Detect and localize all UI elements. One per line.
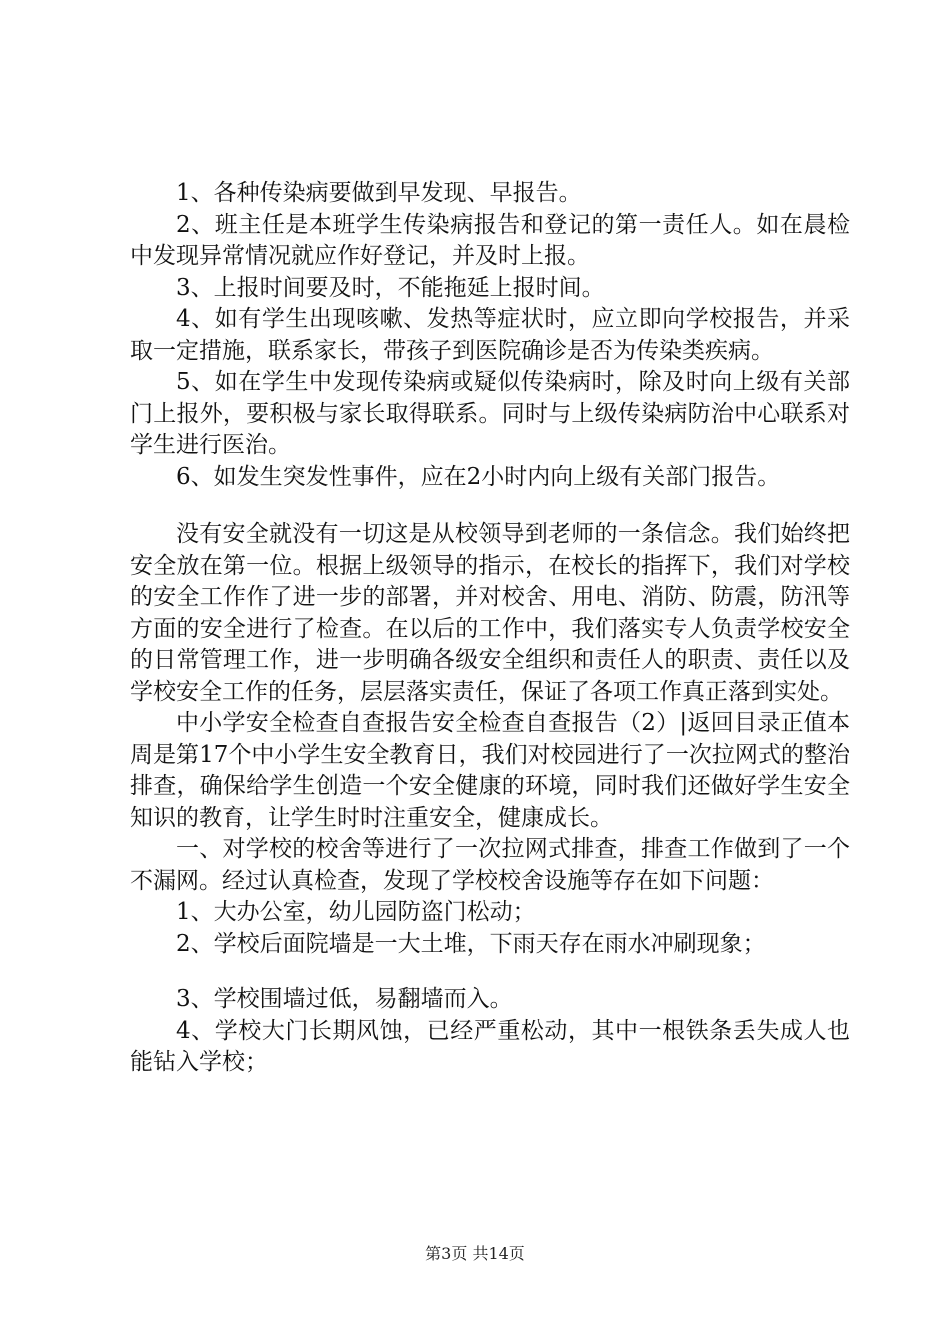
paragraph: 4、如有学生出现咳嗽、发热等症状时，应立即向学校报告，并采取一定措施，联系家长，带孩子到医院确诊是否为传染类疾病。 [130, 306, 850, 364]
paragraph-gap [130, 493, 850, 519]
paragraph: 1、各种传染病要做到早发现、早报告。 [176, 180, 582, 206]
paragraph-gap [130, 960, 850, 984]
paragraph: 2、学校后面院墙是一大土堆，下雨天存在雨水冲刷现象； [176, 930, 766, 957]
paragraph: 没有安全就没有一切这是从校领导到老师的一条信念。我们始终把安全放在第一位。根据上级领导的指示，在校长的指挥下，我们对学校的安全工作作了进一步的部署，并对校舍、用电、消防、防震，防汛等方面的安全进行了检查。在以后的工作中，我们落实专人负责学校安全的日常管理工作，进一步明确各级安全组织和责任人的职责、责任以及学校安全工作的任务，层层落实责任，保证了各项工作真正落到实处。 [130, 521, 850, 705]
paragraph: 2、班主任是本班学生传染病报告和登记的第一责任人。如在晨检中发现异常情况就应作好登记，并及时上报。 [130, 211, 850, 269]
paragraph: 4、学校大门长期风蚀，已经严重松动，其中一根铁条丢失成人也能钻入学校； [130, 1017, 850, 1075]
paragraph: 6、如发生突发性事件，应在2小时内向上级有关部门报告。 [176, 463, 781, 490]
paragraph: 3、上报时间要及时，不能拖延上报时间。 [176, 274, 605, 301]
paragraph: 一、对学校的校舍等进行了一次拉网式排查，排查工作做到了一个不漏网。经过认真检查，发现了学校校舍设施等存在如下问题： [130, 836, 850, 894]
paragraph: 1、大办公室，幼儿园防盗门松动； [176, 899, 536, 925]
paragraph: 3、学校围墙过低，易翻墙而入。 [176, 986, 513, 1012]
document-body [130, 178, 850, 1079]
page-footer: 第3页 共14页 [425, 1244, 525, 1263]
paragraph: 中小学安全检查自查报告安全检查自查报告（2）|返回目录正值本周是第17个中小学生安全教育日，我们对校园进行了一次拉网式的整治排查，确保给学生创造一个安全健康的环境，同时我们还做好学生安全知识的教育，让学生时时注重安全，健康成长。 [130, 710, 850, 831]
paragraph: 5、如在学生中发现传染病或疑似传染病时，除及时向上级有关部门上报外，要积极与家长取得联系。同时与上级传染病防治中心联系对学生进行医治。 [130, 369, 850, 458]
